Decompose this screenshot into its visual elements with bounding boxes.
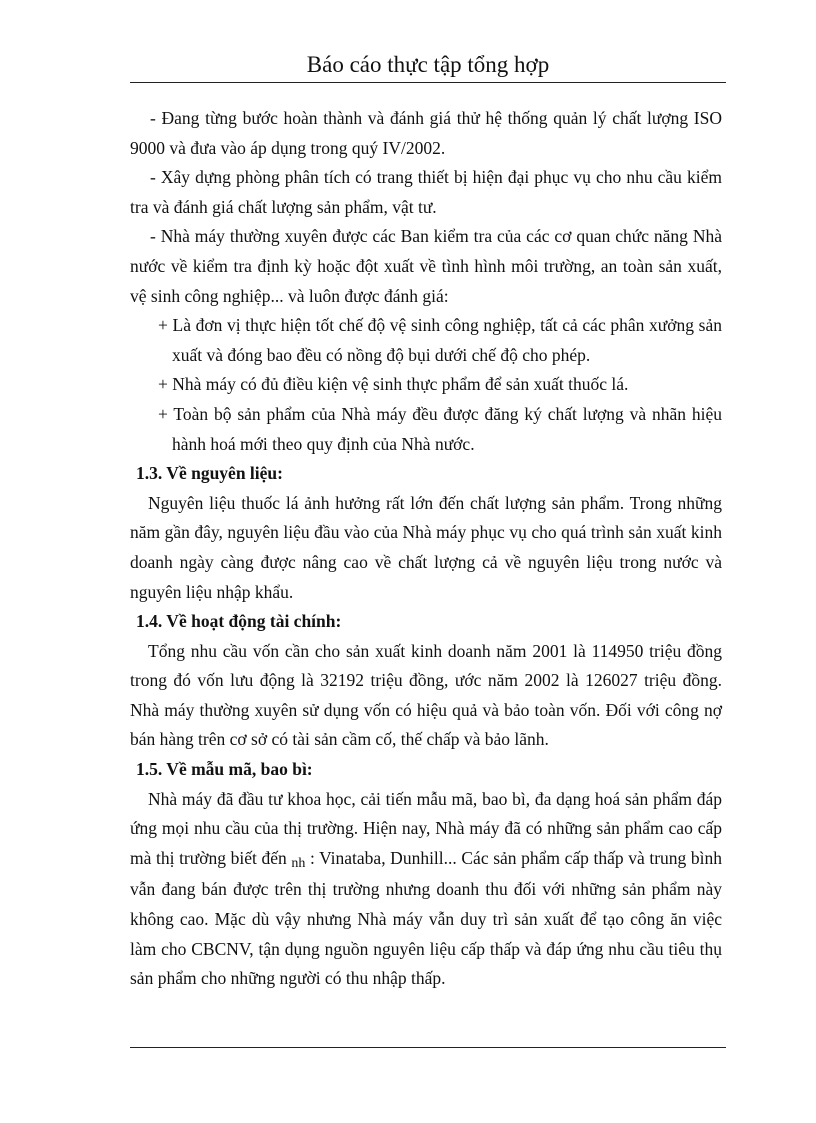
intro-paragraph-3: - Nhà máy thường xuyên được các Ban kiểm tra của các cơ quan chức năng Nhà nước về kiểm tra định kỳ hoặc đột xuất về tình hình môi trường, an toàn sản xuất, vệ sinh công nghiệp... và luôn được đánh giá:: [130, 226, 722, 306]
page-header-title: Báo cáo thực tập tổng hợp: [306, 52, 550, 77]
header-divider: [130, 82, 726, 83]
section-heading-1-4: 1.4. Về hoạt động tài chính:: [136, 611, 342, 632]
sub-item-1: + Là đơn vị thực hiện tốt chế độ vệ sinh công nghiệp, tất cả các phân xưởng sản xuất và đóng bao đều có nồng độ bụi dưới chế độ cho phép.: [158, 315, 722, 365]
intro-paragraph-1: - Đang từng bước hoàn thành và đánh giá thử hệ thống quản lý chất lượng ISO 9000 và đưa vào áp dụng trong quý IV/2002.: [130, 108, 722, 158]
section-text-1-3: Nguyên liệu thuốc lá ảnh hưởng rất lớn đến chất lượng sản phẩm. Trong những năm gần đây, nguyên liệu đầu vào của Nhà máy phục vụ cho quá trình sản xuất kinh doanh ngày càng được nâng cao về chất lượng cả về nguyên liệu trong nước và nguyên liệu nhập khẩu.: [130, 492, 722, 602]
sub-item-3: + Toàn bộ sản phẩm của Nhà máy đều được đăng ký chất lượng và nhãn hiệu hành hoá mới theo quy định của Nhà nước.: [158, 403, 722, 454]
intro-paragraph-2: - Xây dựng phòng phân tích có trang thiết bị hiện đại phục vụ cho nhu cầu kiểm tra và đánh giá chất lượng sản phẩm, vật tư.: [130, 167, 722, 217]
footer-divider: [130, 1047, 726, 1048]
sub-item-2: + Nhà máy có đủ điều kiện vệ sinh thực phẩm để sản xuất thuốc lá.: [158, 374, 629, 395]
section-text-1-5-small: nh: [291, 855, 306, 871]
section-heading-1-5: 1.5. Về mẫu mã, bao bì:: [136, 759, 313, 780]
section-text-1-5-part2: : Vinataba, Dunhill... Các sản phẩm cấp thấp và trung bình vẫn đang bán được trên thị trường nhưng doanh thu đối với những sản phẩm này không cao. Mặc dù vậy nhưng Nhà máy vẫn duy trì sản xuất để tạo công ăn việc làm cho CBCNV, tận dụng nguồn nguyên liệu cấp thấp và đáp ứng nhu cầu tiêu thụ sản phẩm cho những người có thu nhập thấp.: [130, 847, 723, 989]
section-text-1-4: Tổng nhu cầu vốn cần cho sản xuất kinh doanh năm 2001 là 114950 triệu đồng trong đó vốn lưu động là 32192 triệu đồng, ước năm 2002 là 126027 triệu đồng. Nhà máy thường xuyên sử dụng vốn có hiệu quả và bảo toàn vốn. Đối với công nợ bán hàng trên cơ sở có tài sản cầm cố, thế chấp và bảo lãnh.: [130, 640, 722, 750]
section-text-1-5-part1: Nhà máy đã đầu tư khoa học, cải tiến mẫu mã, bao bì, đa dạng hoá sản phẩm đáp ứng mọi nhu cầu của thị trường. Hiện nay, Nhà máy đã có những sản phẩm cao cấp mà thị trường biết đến: [130, 788, 722, 868]
section-heading-1-3: 1.3. Về nguyên liệu:: [136, 463, 283, 484]
section-text-1-5: [130, 785, 722, 994]
document-body: [130, 104, 722, 994]
